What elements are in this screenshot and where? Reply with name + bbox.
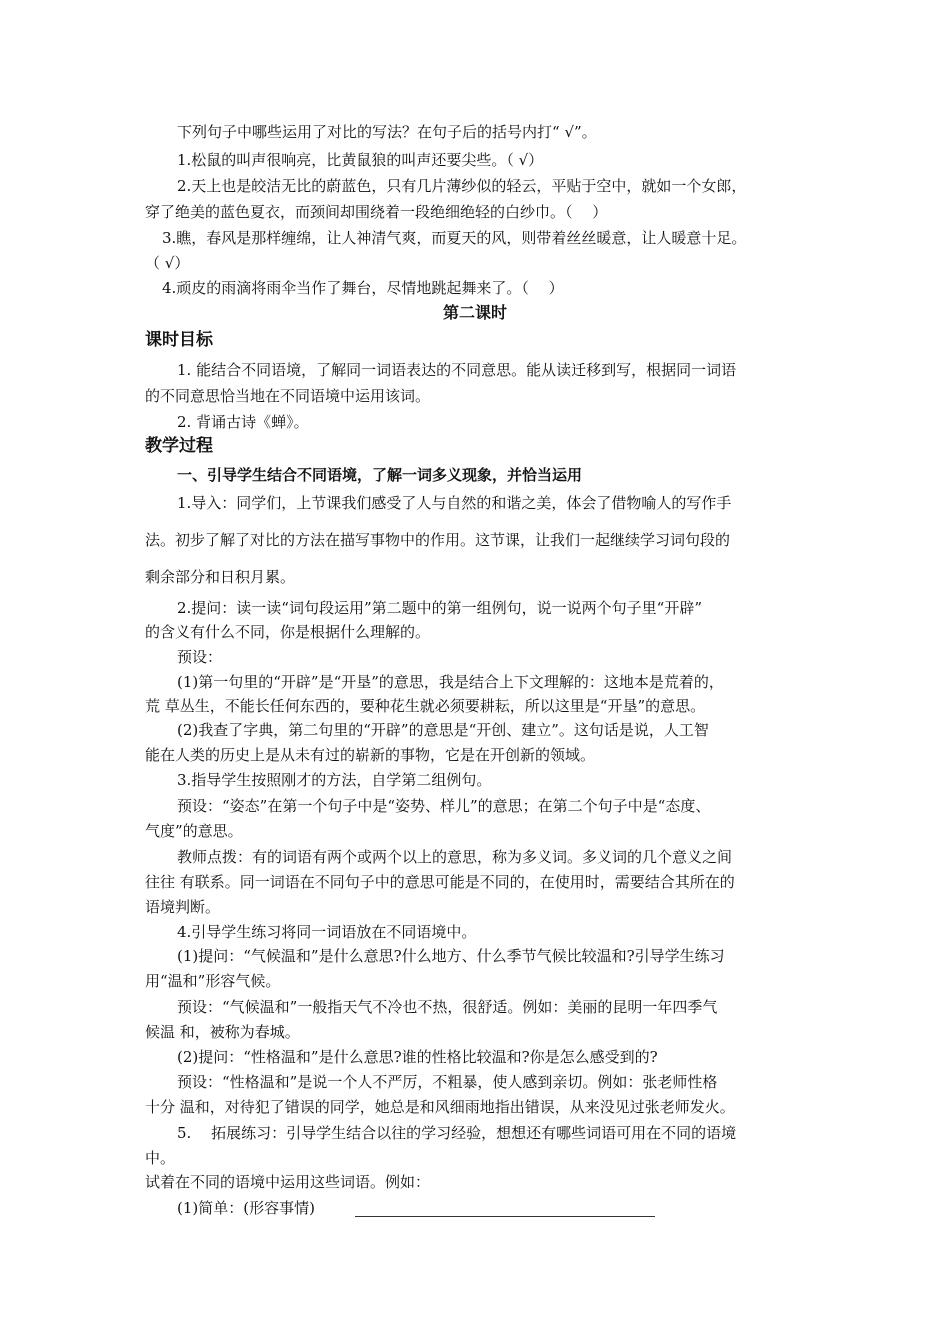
p2b-line2: 能在人类的历史上是从未有过的崭新的事物，它是在开创新的领域。 <box>145 746 596 764</box>
p2b-line1: (2)我查了字典，第二句里的“开辟”的意思是“开创、建立”。这句话是说，人工智 <box>177 721 709 739</box>
goal-2: 2. 背诵古诗《蝉》。 <box>177 413 309 431</box>
exercise-q2-line2: 穿了绝美的蓝色夏衣，而颈间却围绕着一段绝细绝轻的白纱巾。（ ） <box>145 203 608 221</box>
p4a-line2: 用“温和”形容气候。 <box>145 972 281 990</box>
p5-line3: 试着在不同的语境中运用这些词语。例如： <box>145 1173 431 1191</box>
p4: 4.引导学生练习将同一词语放在不同语境中。 <box>177 923 477 941</box>
p4c: (2)提问：“性格温和”是什么意思?谁的性格比较温和?你是怎么感受到的? <box>177 1048 658 1066</box>
p5-line1: 5. 拓展练习：引导学生结合以往的学习经验，想想还有哪些词语可用在不同的语境 <box>177 1124 737 1142</box>
exercise-intro: 下列句子中哪些运用了对比的写法？在句子后的括号内打“ √”。 <box>177 123 597 141</box>
p3b-line2: 往往 有联系。同一词语在不同句子中的意思可能是不同的，在使用时，需要结合其所在的 <box>145 873 735 891</box>
p2-line2: 的含义有什么不同，你是根据什么理解的。 <box>145 623 431 641</box>
section-1-heading: 一、引导学生结合不同语境，了解一词多义现象，并恰当运用 <box>177 466 583 484</box>
p4b-line2: 候温 和，被称为春城。 <box>145 1023 300 1041</box>
p1-line2: 法。初步了解了对比的方法在描写事物中的作用。这节课，让我们一起继续学习词句段的 <box>145 531 731 549</box>
p3b-line3: 语境判断。 <box>145 898 221 916</box>
answer-blank-line[interactable] <box>355 1216 655 1217</box>
exercise-q4: 4.顽皮的雨滴将雨伞当作了舞台，尽情地跳起舞来了。（ ） <box>162 279 564 297</box>
p1-line1: 1.导入：同学们，上节课我们感受了人与自然的和谐之美，体会了借物喻人的写作手 <box>177 494 732 512</box>
p2a-line1: (1)第一句里的“开辟”是“开垦”的意思，我是结合上下文理解的：这地本是荒着的， <box>177 673 724 691</box>
p3: 3.指导学生按照刚才的方法，自学第二组例句。 <box>177 771 492 789</box>
p3a-line2: 气度”的意思。 <box>145 822 243 840</box>
goal-1-line2: 的不同意思恰当地在不同语境中运用该词。 <box>145 387 431 405</box>
p5a: (1)简单：(形容事情) <box>177 1199 315 1217</box>
exercise-q2-line1: 2.天上也是皎洁无比的蔚蓝色，只有几片薄纱似的轻云，平贴于空中，就如一个女郎， <box>177 177 747 195</box>
p4d-line1: 预设：“性格温和”是说一个人不严厉，不粗暴，使人感到亲切。例如：张老师性格 <box>177 1073 718 1091</box>
goals-heading: 课时目标 <box>145 330 213 350</box>
p4a-line1: (1)提问：“气候温和”是什么意思?什么地方、什么季节气候比较温和?引导学生练习 <box>177 947 725 965</box>
p4b-line1: 预设：“气候温和”一般指天气不冷也不热，很舒适。例如：美丽的昆明一年四季气 <box>177 998 718 1016</box>
p1-line3: 剩余部分和日积月累。 <box>145 568 296 586</box>
exercise-q3-line2: （ √） <box>145 254 190 272</box>
exercise-q1: 1.松鼠的叫声很响亮，比黄鼠狼的叫声还要尖些。（ √） <box>177 151 544 169</box>
preset-label-1: 预设： <box>177 648 223 666</box>
exercise-q3-line1: 3.瞧，春风是那样缠绵，让人神清气爽，而夏天的风，则带着丝丝暖意，让人暖意十足。 <box>162 229 747 247</box>
p2a-line2: 荒 草丛生，不能长任何东西的，要种花生就必须要耕耘，所以这里是“开垦”的意思。 <box>145 697 706 715</box>
process-heading: 教学过程 <box>145 436 213 456</box>
goal-1-line1: 1. 能结合不同语境，了解同一词语表达的不同意思。能从读迁移到写，根据同一词语 <box>177 361 737 379</box>
p3b-line1: 教师点拨：有的词语有两个或两个以上的意思，称为多义词。多义词的几个意义之间 <box>177 848 733 866</box>
lesson-title: 第二课时 <box>442 303 507 322</box>
p5-line2: 中。 <box>145 1149 176 1167</box>
p4d-line2: 十分 温和，对待犯了错误的同学，她总是和风细雨地指出错误，从来没见过张老师发火。 <box>145 1098 735 1116</box>
p3a-line1: 预设：“姿态”在第一个句子中是“姿势、样儿”的意思；在第二个句子中是“态度、 <box>177 797 711 815</box>
p2-line1: 2.提问：读一读“词句段运用”第二题中的第一组例句，说一说两个句子里“开辟” <box>177 599 702 617</box>
